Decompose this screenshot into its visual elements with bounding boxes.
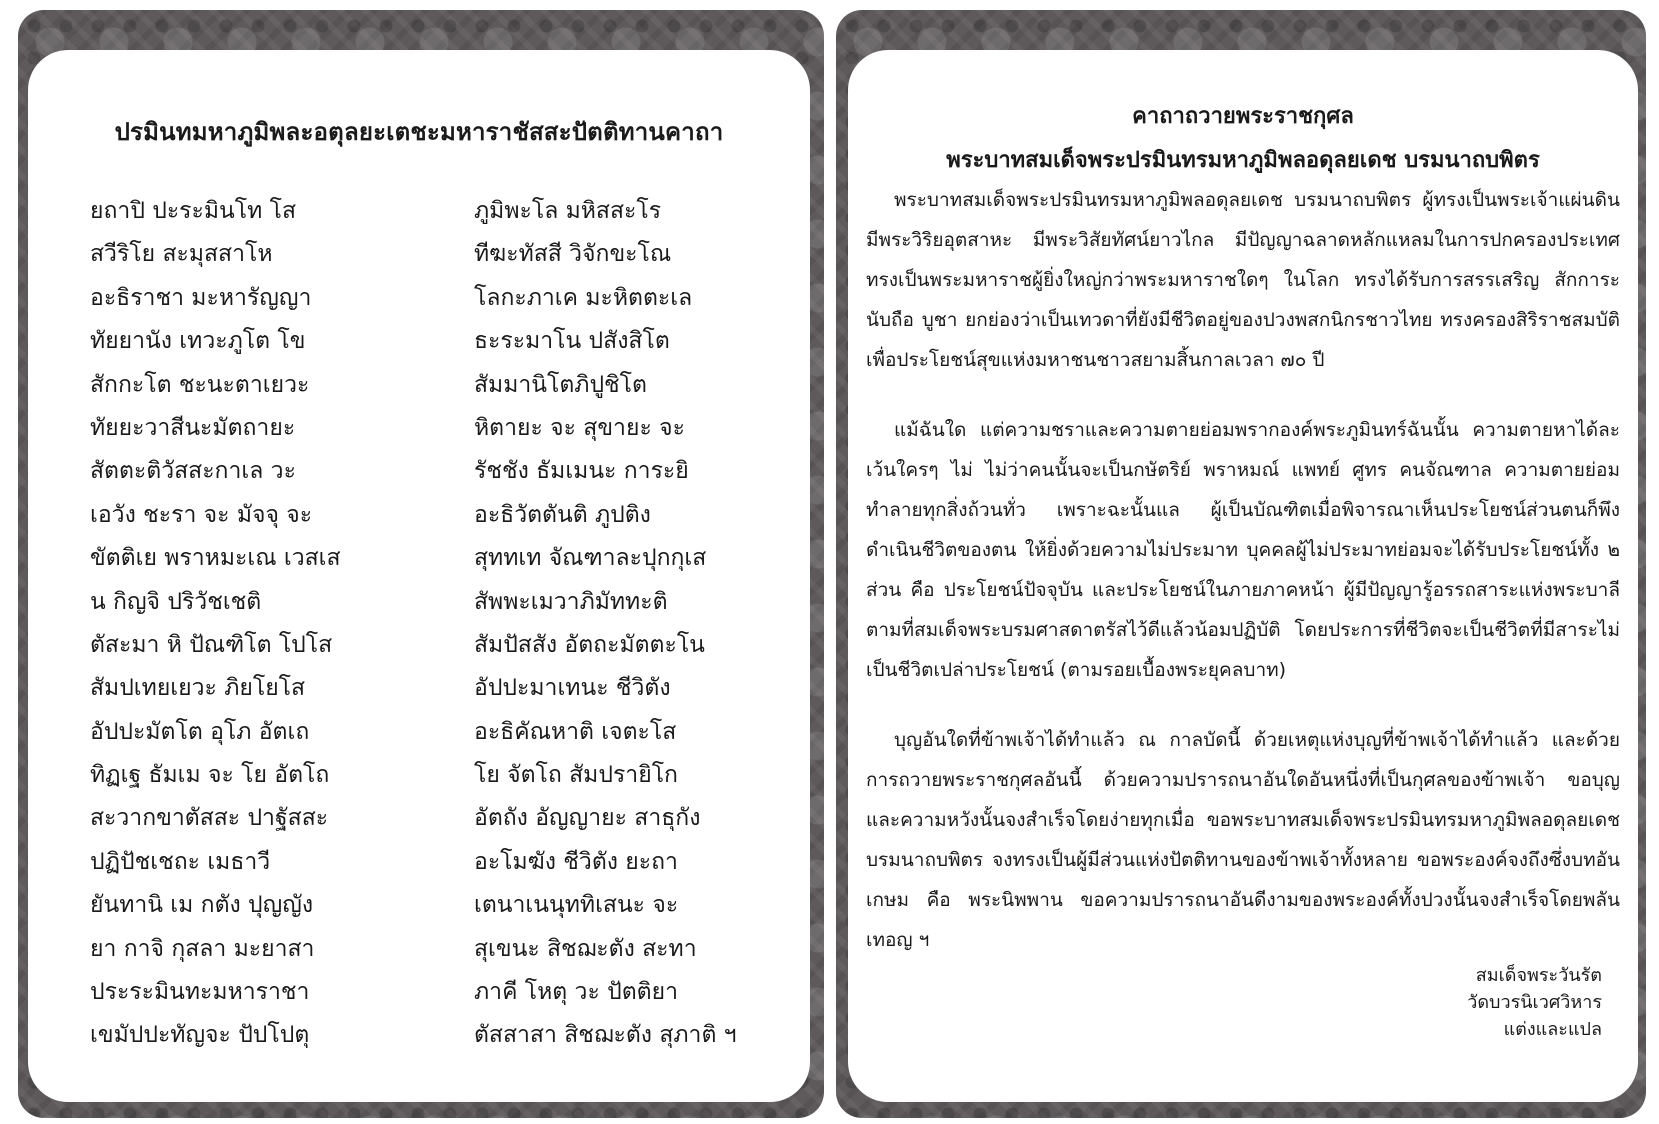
verse-line: ยันทานิ เม กตัง ปุญญัง [90, 892, 314, 919]
verse-line: ภูมิพะโล มหิสสะโร [474, 198, 662, 224]
verse-column-2 [474, 190, 737, 1058]
verse-line: ทัยยานัง เทวะภูโต โข [90, 328, 306, 355]
translation-subtitle: พระบาทสมเด็จพระปรมินทรมหาภูมิพลอดุลยเดช บรมนาถบพิตร [946, 148, 1540, 173]
verse-line: ตัสะมา หิ ปัณฑิโต โปโส [90, 631, 333, 658]
verse-line: โลกะภาเค มะหิตตะเล [474, 284, 693, 311]
verse-line: สัมปเทยเยวะ ภิยโยโส [90, 675, 306, 702]
verse-line: ประระมินทะมหาราชา [90, 979, 310, 1006]
verse-line: อัปปะมาเทนะ ชีวิตัง [474, 675, 671, 702]
verse-line: ขัตติเย พราหมะเณ เวสเส [90, 545, 341, 572]
verse-line: ยถาปิ ปะระมินโท โส [90, 198, 296, 224]
verse-line: อะธิคัณหาติ เจตะโส [474, 718, 677, 745]
verse-line: อะธิราชา มะหารัญญา [90, 284, 312, 311]
verse-line: สะวากขาตัสสะ ปาฐัสสะ [90, 805, 329, 832]
verse-line: อะโมฆัง ชีวิตัง ยะถา [474, 848, 678, 875]
verse-line: ทิฏเฐ ธัมเม จะ โย อัตโถ [90, 762, 330, 789]
verse-line: สุเขนะ สิชฌะตัง สะทา [474, 935, 697, 962]
paragraph-3: บุญอันใดที่ข้าพเจ้าได้ทำแล้ว ณ กาลบัดนี้ ด้วยเหตุแห่งบุญที่ข้าพเจ้าได้ทำแล้ว และด้วยการถวายพระราชกุศลอันนี้ ด้วยความปรารถนาอันใดอันหนึ่งที่เป็นกุศลของข้าพเจ้า ขอบุญและความหวังนั้นจงสำเร็จโดยง่ายทุกเมื่อ ขอพระบาทสมเด็จพระปรมินทรมหาภูมิพลอดุลยเดช บรมนาถบพิตร จงทรงเป็นผู้มีส่วนแห่งปัตติทานของข้าพเจ้าทั้งหลาย ขอพระองค์จงถึงซึ่งบทอันเกษม คือ พระนิพพาน ขอความปรารถนาอันดีงามของพระองค์ทั้งปวงนั้นจงสำเร็จโดยพลัน เทอญ ฯ [866, 729, 1620, 951]
author-temple: วัดบวรนิเวศวิหาร [1467, 992, 1602, 1013]
author-name: สมเด็จพระวันรัต [1475, 965, 1602, 986]
verse-line: ตัสสาสา สิชฌะตัง สุภาติ ฯ [474, 1022, 737, 1049]
left-page-panel [28, 50, 810, 1102]
verse-line: ทัยยะวาสีนะมัตถายะ [90, 414, 296, 441]
verse-line: เตนาเนนุททิเสนะ จะ [474, 892, 679, 919]
verse-line: สักกะโต ชะนะตาเยวะ [90, 371, 310, 398]
verse-line: สัมมานิโตภิปูชิโต [474, 371, 647, 398]
verse-line: ภาคี โหตุ วะ ปัตติยา [474, 979, 678, 1006]
verse-line: อะธิวัตตันติ ภูปติง [474, 501, 651, 528]
verse-line: สัมปัสสัง อัตถะมัตตะโน [474, 631, 705, 658]
verse-line: น กิญจิ ปริวัชเชติ [90, 588, 262, 615]
verse-line: เขมัปปะทัญจะ ปัปโปตุ [90, 1022, 310, 1049]
verse-line: รัชชัง ธัมเมนะ การะยิ [474, 458, 689, 485]
paragraph-2: แม้ฉันใด แต่ความชราและความตายย่อมพรากองค์พระภูมินทร์ฉันนั้น ความตายหาได้ละเว้นใครๆ ไม่ ไม่ว่าคนนั้นจะเป็นกษัตริย์ พราหมณ์ แพทย์ ศูทร คนจัณฑาล ความตายย่อมทำลายทุกสิ่งถ้วนทั่ว เพราะฉะนั้นแล ผู้เป็นบัณฑิตเมื่อพิจารณาเห็นประโยชน์ส่วนตนก็พึงดำเนินชีวิตของตน ให้ยิ่งด้วยความไม่ประมาท บุคคลผู้ไม่ประมาทย่อมจะได้รับประโยชน์ทั้ง ๒ ส่วน คือ ประโยชน์ปัจจุบัน และประโยชน์ในภายภาคหน้า ผู้มีปัญญารู้อรรถสาระแห่งพระบาลีตามที่สมเด็จพระบรมศาสดาตรัสไว้ดีแล้วน้อมปฏิบัติ โดยประการที่ชีวิตจะเป็นชีวิตที่มีสาระไม่เป็นชีวิตเปล่าประโยชน์ (ตามรอยเบื้องพระยุคลบาท) [866, 419, 1620, 681]
verse-line: สัตตะติวัสสะกาเล วะ [90, 458, 296, 485]
verse-line: ปฏิปัชเชถะ เมธาวี [90, 848, 271, 875]
right-page-panel [848, 50, 1638, 1102]
author-signature [1467, 962, 1602, 1043]
verse-column-1 [90, 190, 341, 1058]
verse-line: สุททเท จัณฑาละปุกกุเส [474, 545, 707, 572]
paragraph-1: พระบาทสมเด็จพระปรมินทรมหาภูมิพลอดุลยเดช บรมนาถบพิตร ผู้ทรงเป็นพระเจ้าแผ่นดิน มีพระวิริยอุตสาหะ มีพระวิสัยทัศน์ยาวไกล มีปัญญาฉลาดหลักแหลมในการปกครองประเทศ ทรงเป็นพระมหาราชผู้ยิ่งใหญ่กว่าพระมหาราชใดๆ ในโลก ทรงได้รับการสรรเสริญ สักการะ นับถือ บูชา ยกย่องว่าเป็นเทวดาที่ยังมีชีวิตอยู่ของปวงพสกนิกรชาวไทย ทรงครองสิริราชสมบัติเพื่อประโยชน์สุขแห่งมหาชนชาวสยามสิ้นกาลเวลา ๗๐ ปี [866, 189, 1620, 371]
verse-line: หิตายะ จะ สุขายะ จะ [474, 414, 685, 441]
pali-verse-title: ปรมินทมหาภูมิพละอตุลยะเตชะมหาราชัสสะปัตติทานคาถา [114, 118, 724, 146]
verse-line: ทีฆะทัสสี วิจักขะโณ [474, 241, 672, 268]
translation-title: คาถาถวายพระราชกุศล [1132, 104, 1354, 129]
verse-line: อัปปะมัตโต อุโภ อัตเถ [90, 718, 310, 745]
verse-line: สวีริโย สะมุสสาโห [90, 241, 273, 268]
verse-line: โย จัตโถ สัมปรายิโก [474, 762, 678, 789]
author-role: แต่งและแปล [1503, 1019, 1602, 1040]
verse-line: เอวัง ชะรา จะ มัจจุ จะ [90, 501, 313, 528]
verse-line: อัตถัง อัญญายะ สาธุกัง [474, 805, 701, 832]
verse-line: ธะระมาโน ปสังสิโต [474, 328, 670, 355]
verse-line: สัพพะเมวาภิมัททะติ [474, 588, 668, 615]
verse-line: ยา กาจิ กุสลา มะยาสา [90, 935, 315, 962]
